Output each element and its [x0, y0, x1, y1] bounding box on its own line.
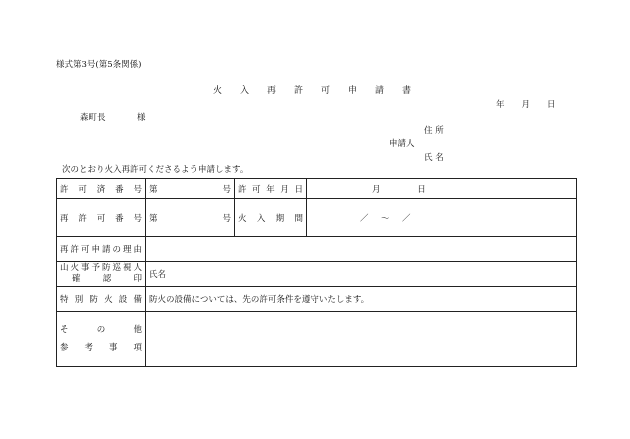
addressee: 森町長 [80, 113, 106, 123]
applicant-label: 申請人 [389, 139, 415, 149]
name-label: 氏 名 [424, 153, 444, 163]
intro-text: 次のとおり火入再許可くださるよう申請します。 [62, 165, 249, 175]
table-row [57, 287, 577, 312]
fire-equipment-label: 特別防火設備 [57, 287, 146, 312]
permit-date-cell[interactable] [307, 179, 577, 199]
go-text: 号 [222, 184, 231, 195]
dai-text: 第 [149, 184, 158, 195]
address-label: 住 所 [424, 126, 444, 136]
application-table [56, 178, 577, 367]
table-row [57, 237, 577, 262]
patrol-name-cell[interactable] [146, 262, 577, 287]
repermit-number-label: 再許可番号 [57, 199, 146, 237]
burning-period-label: 火入期間 [235, 199, 307, 237]
fire-equipment-value: 防火の設備については、先の許可条件を遵守いたします。 [149, 295, 370, 305]
patrol-confirm-label [57, 262, 146, 287]
day-text: 日 [417, 184, 426, 195]
fire-equipment-cell[interactable] [146, 287, 577, 312]
dai-text: 第 [149, 213, 158, 224]
burning-period-value: ／ ～ ／ [360, 213, 413, 224]
patrol-label-line1: 山火事予防巡視人 [60, 263, 142, 273]
other-label-line1: その他 [60, 325, 142, 335]
month-text: 月 [372, 184, 381, 195]
repermit-number-cell[interactable] [146, 199, 235, 237]
permit-number-label: 許可済番号 [57, 179, 146, 199]
date-line: 年 月 日 [496, 100, 556, 110]
reason-cell[interactable] [146, 237, 577, 262]
patrol-label-line2: 確認印 [72, 274, 142, 284]
patrol-name-label: 氏名 [149, 270, 167, 280]
other-label-line2: 参考事項 [60, 343, 142, 353]
addressee-honorific: 様 [137, 113, 146, 123]
table-row [57, 179, 577, 199]
permit-date-label: 許可年月日 [235, 179, 307, 199]
table-row [57, 312, 577, 367]
other-notes-cell[interactable] [146, 312, 577, 367]
other-notes-label [57, 312, 146, 367]
table-row [57, 199, 577, 237]
table-row [57, 262, 577, 287]
reason-label: 再許可申請の理由 [57, 237, 146, 262]
go-text: 号 [222, 213, 231, 224]
form-number: 様式第3号(第5条関係) [56, 60, 142, 70]
document-title: 火 入 再 許 可 申 請 書 [213, 86, 412, 96]
burning-period-cell[interactable] [307, 199, 577, 237]
permit-number-cell[interactable] [146, 179, 235, 199]
